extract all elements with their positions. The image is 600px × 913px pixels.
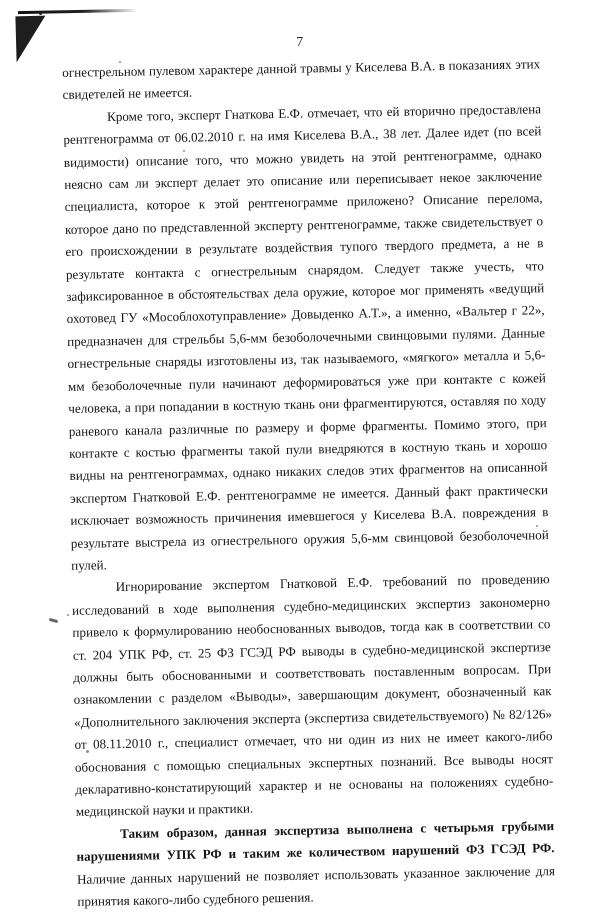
paragraph-expert-violations: Игнорирование экспертом Гнатковой Е.Ф. требований по проведению исследований в ходе выполнения судебно-медицинских экспертиз закономерно привело к формулированию необоснованных выводов, тогда как в соответствии со ст. 204 УПК РФ, ст. 25 ФЗ ГСЭД РФ выводы в судебно-медицинской экспертизе должны быть обоснованными и соответствовать поставленным вопросам. При ознакомлении с разделом «Выводы», завершающим документ, обозначенный как «Дополнительного заключения эксперта (экспертиза свидетельствуемого) № 82/126» от 08.11.2010 г., специалист отмечает, что ни один из них не имеет какого-либо обоснования с помощью специальных экспертных познаний. Все выводы носят декларативно-констатирующий характер и не основаны на положениях судебно-медицинской науки и практики. — [71, 571, 554, 820]
scan-edge-line-artifact — [18, 9, 138, 14]
paragraph-expert-radiograph: Кроме того, эксперт Гнаткова Е.Ф. отмечает, что ей вторично предоставлена рентгенограмма от 06.02.2010 г. на имя Киселева В.А., 38 лет. Далее идет (по всей видимости) описание того, что можно увидеть на этой рентгенограмме, однако неясно сам ли эксперт делает это описание или переписывает некое заключение специалиста, которое к этой рентгенограмме приложено? Описание перелома, которое дано по представленной эксперту рентгенограмме, также свидетельствует о его происхождении в результате воздействия тупого твердого предмета, а не в результате контакта с огнестрельным снарядом. Следует также учесть, что зафиксированное в обстоятельствах дела оружие, которое мог применять «ведущий охотовед ГУ «Мособлохотуправление» Довыденко А.Т.», а именно, «Вальтер г 22», предназначен для стрельбы 5,6-мм безоболочечными свинцовыми пулями. Данные огнестрельные снаряды изготовлены из, так называемого, «мягкого» металла и 5,6-мм безоболочечные пули начинают деформироваться уже при контакте с кожей человека, а при попадании в костную ткань они фрагментируются, оставляя по ходу раневого канала различные по размеру и форме фрагменты. Помимо этого, при контакте с костью фрагменты такой пули внедряются в костную ткань и хорошо видны на рентгенограммах, однако никаких следов этих фрагментов на описанной экспертом Гнатковой Е.Ф. рентгенограмме не имеется. Данный факт практически исключает возможность причинения имевшегося у Киселева В.А. повреждения в результате выстрела из огнестрельного оружия 5,6-мм свинцовой безоболочечной пулей. — [63, 101, 549, 573]
paragraph-continuation: огнестрельном пулевом характере данной травмы у Киселева В.А. в показаниях этих свидетелей не имеется. — [62, 56, 541, 103]
scan-speck-icon — [39, 12, 42, 15]
conclusion-bold-text: Таким образом, данная экспертиза выполнена с четырьмя грубыми нарушениями УПК РФ и таким же количеством нарушений ФЗ ГСЭД РФ. — [76, 817, 555, 865]
conclusion-normal-text: Наличие данных нарушений не позволяет использовать указанное заключение для принятия какого-либо судебного решения. — [76, 862, 556, 909]
margin-pen-mark-artifact — [49, 618, 58, 623]
paragraph-conclusion — [76, 815, 556, 913]
document-body — [62, 53, 556, 913]
scan-speck-icon — [67, 614, 69, 616]
page-number: 7 — [296, 34, 304, 49]
